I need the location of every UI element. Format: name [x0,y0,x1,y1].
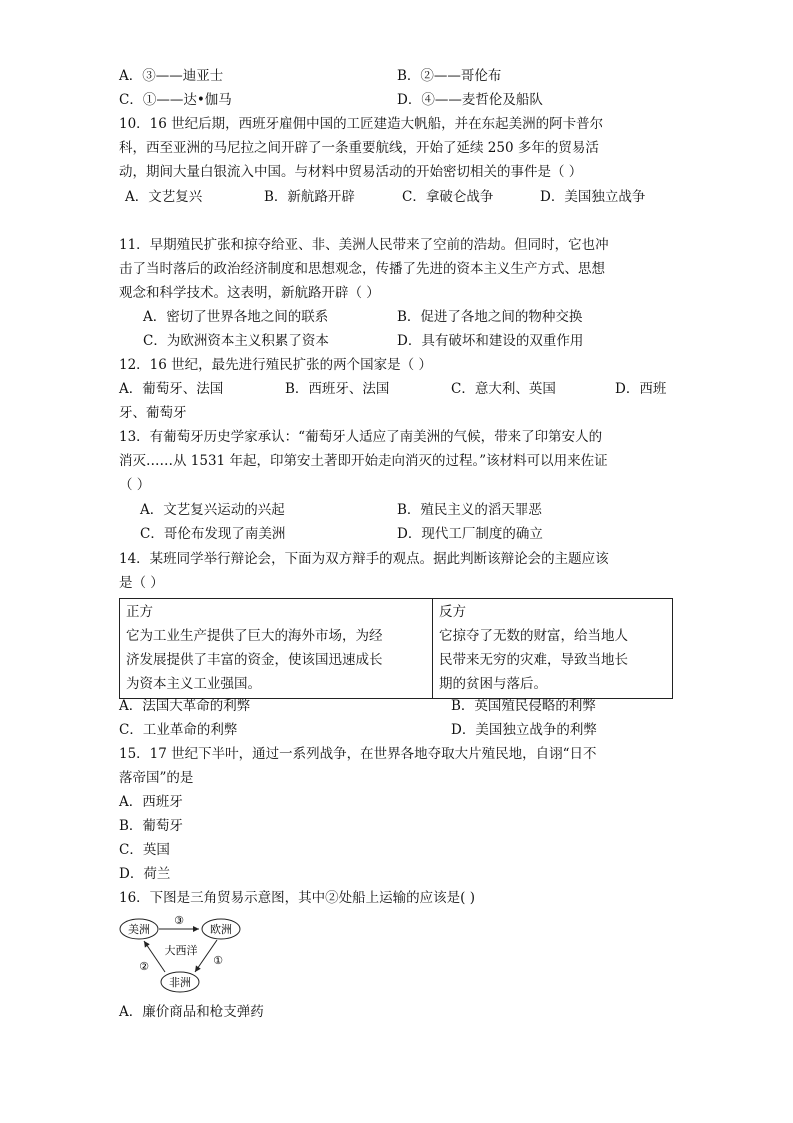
q16-option-a[interactable]: A．廉价商品和枪支弹药 [119,1004,264,1020]
europe-label: 欧洲 [210,923,232,936]
q11-stem-line1: 11．早期殖民扩张和掠夺给亚、非、美洲人民带来了空前的浩劫。但同时，它也冲 [119,237,609,253]
route-label-3: ③ [174,914,184,927]
q14-stem-line2: 是（ ） [119,575,164,591]
q10-stem-line1: 10．16 世纪后期，西班牙雇佣中国的工匠建造大帆船，并在东起美洲的阿卡普尔 [119,116,604,132]
q13-stem-line3: （ ） [119,477,151,493]
q10-option-a[interactable]: A．文艺复兴 [125,189,203,205]
q11-option-a[interactable]: A．密切了世界各地之间的联系 [143,309,329,325]
q11-option-b[interactable]: B．促进了各地之间的物种交换 [397,309,583,325]
pro-header: 正方 [126,604,153,620]
q12-option-d[interactable]: D．西班 [615,381,667,397]
q12-option-a[interactable]: A．葡萄牙、法国 [119,381,224,397]
q10-option-c[interactable]: C．拿破仑战争 [402,189,494,205]
q13-option-d[interactable]: D．现代工厂制度的确立 [397,526,543,542]
con-header: 反方 [439,604,466,620]
q9-option-a[interactable]: A．③——迪亚士 [119,68,224,84]
q9-option-d[interactable]: D．④——麦哲伦及船队 [397,92,543,108]
q10-stem-line2: 科，西至亚洲的马尼拉之间开辟了一条重要航线，开始了延续 250 多年的贸易活 [119,140,599,156]
africa-label: 非洲 [169,976,191,989]
triangle-trade-diagram [117,912,249,996]
q11-stem-line3: 观念和科学技术。这表明，新航路开辟（ ） [119,285,380,301]
q12-option-d-continued[interactable]: 牙、葡萄牙 [119,405,187,421]
con-text-line3: 期的贫困与落后。 [439,676,547,692]
q11-option-c[interactable]: C．为欧洲资本主义积累了资本 [143,333,329,349]
pro-text-line1: 它为工业生产提供了巨大的海外市场，为经 [126,628,383,644]
q12-option-b[interactable]: B．西班牙、法国 [285,381,390,397]
q15-stem-line1: 15．17 世纪下半叶，通过一系列战争，在世界各地夺取大片殖民地，自诩“日不 [119,746,597,762]
q11-option-d[interactable]: D．具有破坏和建设的双重作用 [397,333,584,349]
con-text-line1: 它掠夺了无数的财富，给当地人 [439,628,628,644]
q15-option-a[interactable]: A．西班牙 [119,794,183,810]
q16-stem-line1: 16．下图是三角贸易示意图，其中②处船上运输的应该是( ) [119,890,476,906]
q15-option-c[interactable]: C．英国 [119,842,170,858]
q14-option-a[interactable]: A．法国大革命的利弊 [119,698,251,714]
q14-option-b[interactable]: B．英国殖民侵略的利弊 [451,698,596,714]
q13-stem-line1: 13．有葡萄牙历史学家承认：“葡萄牙人适应了南美洲的气候，带来了印第安人的 [119,429,603,445]
debate-table [119,598,673,699]
q13-option-c[interactable]: C．哥伦布发现了南美洲 [140,526,286,542]
q14-option-c[interactable]: C．工业革命的利弊 [119,722,238,738]
q9-option-b[interactable]: B．②——哥伦布 [397,68,502,84]
q15-option-b[interactable]: B．葡萄牙 [119,818,183,834]
q10-option-b[interactable]: B．新航路开辟 [264,189,355,205]
con-side-cell [433,599,673,699]
route-label-2: ② [139,960,149,973]
pro-text-line2: 济发展提供了丰富的资金，使该国迅速成长 [126,652,383,668]
q12-stem-line1: 12．16 世纪，最先进行殖民扩张的两个国家是（ ） [119,357,432,373]
q13-stem-line2: 消灭……从 1531 年起，印第安土著即开始走向消灭的过程。”该材料可以用来佐证 [119,453,608,469]
q10-option-d[interactable]: D．美国独立战争 [540,189,646,205]
q15-option-d[interactable]: D．荷兰 [119,866,171,882]
ocean-label: 大西洋 [164,944,198,957]
pro-side-cell [120,599,433,699]
q15-stem-line2: 落帝国”的是 [119,770,194,786]
america-label: 美洲 [128,923,150,936]
q12-option-c[interactable]: C．意大利、英国 [451,381,556,397]
con-text-line2: 民带来无穷的灾难，导致当地长 [439,652,628,668]
q14-stem-line1: 14．某班同学举行辩论会，下面为双方辩手的观点。据此判断该辩论会的主题应该 [119,551,609,567]
route-label-1: ① [213,954,223,967]
q13-option-a[interactable]: A．文艺复兴运动的兴起 [140,502,285,518]
q11-stem-line2: 击了当时落后的政治经济制度和思想观念，传播了先进的资本主义生产方式、思想 [119,261,605,277]
q13-option-b[interactable]: B．殖民主义的滔天罪恶 [397,502,542,518]
pro-text-line3: 为资本主义工业强国。 [126,676,261,692]
q10-stem-line3: 动，期间大量白银流入中国。与材料中贸易活动的开始密切相关的事件是（ ） [119,164,583,180]
q14-option-d[interactable]: D．美国独立战争的利弊 [451,722,597,738]
q9-option-c[interactable]: C．①——达•伽马 [119,92,232,108]
